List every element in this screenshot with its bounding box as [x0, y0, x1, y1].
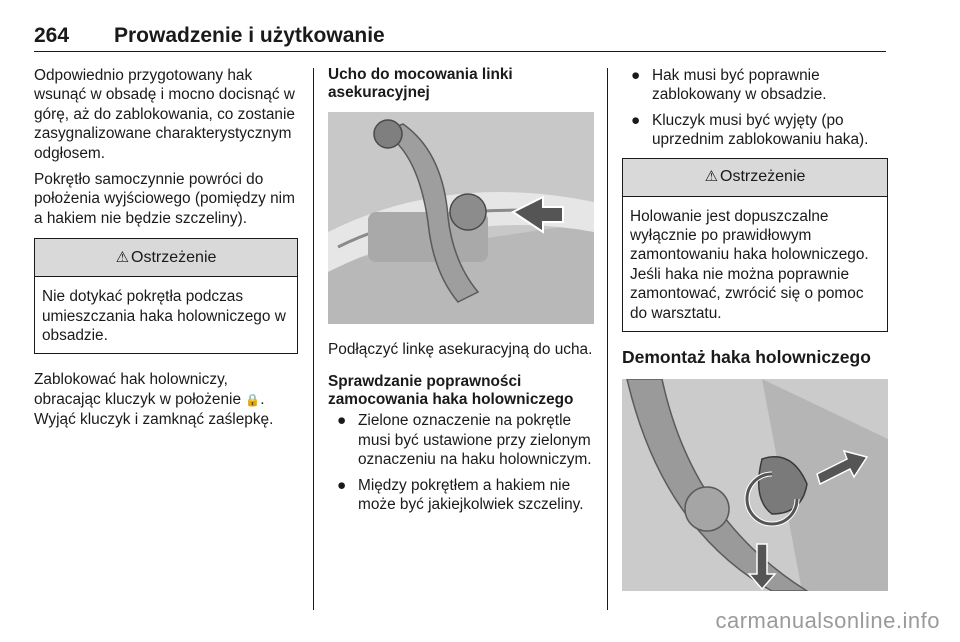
- bullet-icon: ●: [337, 476, 347, 494]
- column-middle: [328, 66, 594, 520]
- warning-triangle-icon: ⚠: [115, 249, 130, 267]
- paragraph-text: Zablokować hak holowniczy, obracając kluczyk w położenie: [34, 371, 246, 408]
- bullet-icon: ●: [631, 67, 641, 84]
- list-item: [328, 411, 594, 469]
- warning-box: [622, 158, 888, 332]
- page-number: 264: [34, 24, 70, 47]
- check-list: [622, 66, 888, 150]
- bullet-icon: ●: [337, 412, 347, 430]
- list-item: [328, 476, 594, 515]
- safety-eye-illustration: [328, 112, 594, 324]
- tow-hook-removal-illustration: [622, 379, 888, 591]
- column-left: [34, 66, 298, 437]
- warning-box: [34, 238, 298, 354]
- list-item: [622, 111, 888, 150]
- warning-text: Holowanie jest dopuszczalne wyłącznie po prawidłowym zamontowaniu haka holowniczego. Jeśli haka nie można poprawnie zamontować, zwrócić się o pomoc do warsztatu.: [630, 207, 869, 322]
- list-item-text: Zielone oznaczenie na pokrętle musi być ustawione przy zielonym oznaczeniu na haku holowniczym.: [358, 412, 592, 469]
- warning-title: Ostrzeżenie: [131, 249, 217, 267]
- list-item-text: Hak musi być poprawnie zablokowany w obsadzie.: [652, 67, 827, 104]
- paragraph: [34, 370, 298, 429]
- list-item-text: Kluczyk musi być wyjęty (po uprzednim zablokowaniu haka).: [652, 111, 869, 149]
- bullet-icon: ●: [631, 111, 641, 129]
- page-title: Prowadzenie i użytkowanie: [114, 24, 385, 47]
- header-rule: [34, 51, 886, 52]
- paragraph: Podłączyć linkę asekuracyjną do ucha.: [328, 341, 593, 358]
- check-list: [328, 411, 594, 514]
- list-item: [622, 66, 888, 105]
- list-item-text: Między pokrętłem a hakiem nie może być jakiejkolwiek szczeliny.: [358, 476, 584, 514]
- warning-header: [623, 159, 887, 197]
- warning-title: Ostrzeżenie: [720, 168, 806, 186]
- section-heading: Demontaż haka holowniczego: [622, 347, 871, 368]
- lock-icon: 🔒: [245, 392, 261, 407]
- paragraph-text: Wyjąć kluczyk i zamknąć zaślepkę.: [34, 411, 274, 429]
- subsection-heading: Sprawdzanie poprawności zamocowania haka holowniczego: [328, 373, 574, 409]
- paragraph: Pokrętło samoczynnie powróci do położenia wyjściowego (pomiędzy nim a hakiem nie będzie szczeliny).: [34, 171, 295, 227]
- warning-header: [35, 239, 297, 277]
- paragraph-text: .: [260, 390, 265, 408]
- subsection-heading: Ucho do mocowania linki asekuracyjnej: [328, 66, 513, 101]
- watermark: carmanualsonline.info: [715, 608, 940, 633]
- paragraph: Odpowiednio przygotowany hak wsunąć w obsadę i mocno docisnąć w górę, aż do zablokowania, co zostanie zasygnalizowane charakterystycznym odgłosem.: [34, 67, 295, 162]
- column-divider: [313, 68, 314, 610]
- page-header: [34, 24, 886, 52]
- warning-text: Nie dotykać pokrętła podczas umieszczania haka holowniczego w obsadzie.: [42, 288, 286, 345]
- column-right: [622, 66, 888, 607]
- column-divider: [607, 68, 608, 610]
- warning-triangle-icon: ⚠: [704, 168, 719, 186]
